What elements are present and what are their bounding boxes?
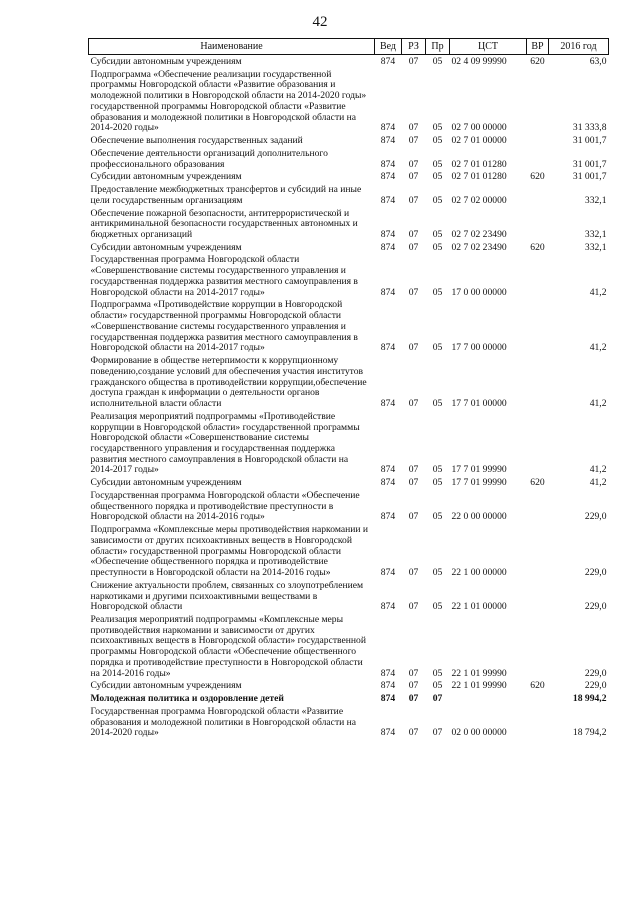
cell-cst: 22 1 01 00000 — [451, 601, 507, 613]
table-row — [89, 692, 609, 705]
cell-sum: 31 333,8 — [572, 122, 607, 134]
cell-vr — [527, 207, 549, 241]
cell-rz: 07 — [408, 727, 419, 739]
cell-cst — [450, 692, 527, 705]
cell-pr: 05 — [432, 194, 443, 206]
cell-rz: 07 — [408, 342, 419, 354]
cell-rz: 07 — [408, 398, 419, 410]
cell-sum: 41,2 — [589, 342, 607, 354]
cell-rz: 07 — [408, 286, 419, 298]
header-year: 2016 год — [549, 39, 609, 55]
cell-name: Подпрограмма «Обеспечение реализации государственной программы Новгородской области «Развитие образования и молодежной политики в Новгородской области на 2014-2020 годы» государственной программы Новгородской области «Развитие образования и молодежной политики в Новгородской области на 2014-2020 годы» — [90, 68, 367, 134]
cell-rz: 07 — [408, 241, 419, 253]
cell-sum: 229,0 — [584, 680, 607, 692]
cell-rz: 07 — [408, 477, 419, 489]
cell-pr: 05 — [432, 342, 443, 354]
header-cst: ЦСТ — [450, 39, 527, 55]
cell-ved: 874 — [380, 680, 396, 692]
cell-cst: 22 1 00 00000 — [451, 567, 507, 579]
cell-sum: 332,1 — [584, 241, 607, 253]
cell-ved: 874 — [380, 286, 396, 298]
table-row — [89, 579, 609, 613]
header-vr: ВР — [527, 39, 549, 55]
cell-pr: 05 — [432, 667, 443, 679]
cell-ved: 874 — [380, 194, 396, 206]
cell-name: Обеспечение выполнения государственных заданий — [90, 135, 303, 147]
cell-vr — [527, 68, 549, 134]
cell-pr: 05 — [432, 464, 443, 476]
cell-cst: 02 0 00 00000 — [451, 727, 507, 739]
cell-vr — [527, 523, 549, 579]
cell-name: Государственная программа Новгородской области «Обеспечение общественного порядка и противодействие преступности в Новгородской области на 2014-2016 годы» — [90, 489, 360, 523]
cell-sum: 229,0 — [584, 601, 607, 613]
table-row — [89, 354, 609, 410]
cell-cst: 22 1 01 99990 — [451, 680, 507, 692]
cell-cst: 17 0 00 00000 — [451, 286, 507, 298]
cell-pr: 05 — [432, 511, 443, 523]
cell-sum: 31 001,7 — [572, 171, 607, 183]
cell-pr: 05 — [432, 135, 443, 147]
cell-vr — [527, 298, 549, 354]
cell-pr: 05 — [432, 601, 443, 613]
cell-sum: 31 001,7 — [572, 158, 607, 170]
cell-vr: 620 — [530, 680, 545, 692]
cell-name: Субсидии автономным учреждениям — [90, 56, 242, 67]
table-row — [89, 298, 609, 354]
cell-sum: 229,0 — [584, 511, 607, 523]
cell-rz: 07 — [408, 122, 419, 134]
table-row — [89, 55, 609, 68]
cell-vr: 620 — [530, 477, 545, 489]
cell-ved: 874 — [380, 727, 396, 739]
cell-name: Подпрограмма «Комплексные меры противодействия наркомании и зависимости от других психоактивных веществ в Новгородской области» государственной программы Новгородской области «Обеспечение общественного порядка и противодействие преступности в Новгородской области на 2014-2016 годы» — [90, 524, 369, 579]
cell-rz: 07 — [408, 567, 419, 579]
cell-name: Обеспечение деятельности организаций дополнительного профессионального образования — [90, 147, 328, 170]
cell-name: Государственная программа Новгородской области «Развитие образования и молодежной политики в Новгородской области на 2014-2020 годы» — [90, 705, 357, 739]
table-row — [89, 253, 609, 298]
cell-cst: 17 7 01 99990 — [451, 464, 507, 476]
table-row — [89, 170, 609, 183]
cell-sum: 41,2 — [589, 464, 607, 476]
budget-table — [88, 38, 609, 739]
cell-rz: 07 — [408, 511, 419, 523]
cell-pr: 07 — [432, 727, 443, 739]
cell-cst: 02 7 01 01280 — [451, 158, 507, 170]
cell-cst: 17 7 00 00000 — [451, 342, 507, 354]
cell-sum: 332,1 — [584, 194, 607, 206]
cell-ved: 874 — [380, 56, 396, 67]
cell-cst: 17 7 01 99990 — [451, 477, 507, 489]
table-header-row — [89, 39, 609, 55]
cell-vr — [527, 183, 549, 206]
cell-rz: 07 — [408, 194, 419, 206]
table-row — [89, 613, 609, 679]
cell-cst: 02 7 00 00000 — [451, 122, 507, 134]
cell-vr: 620 — [530, 56, 545, 67]
cell-ved: 874 — [380, 693, 396, 705]
cell-vr — [527, 354, 549, 410]
cell-ved: 874 — [380, 342, 396, 354]
cell-ved: 874 — [380, 171, 396, 183]
cell-pr: 05 — [432, 158, 443, 170]
cell-ved: 874 — [380, 229, 396, 241]
cell-ved: 874 — [380, 567, 396, 579]
cell-cst: 02 4 09 99990 — [451, 56, 507, 67]
cell-sum: 41,2 — [589, 477, 607, 489]
cell-cst: 17 7 01 00000 — [451, 398, 507, 410]
table-row — [89, 410, 609, 476]
cell-name: Молодежная политика и оздоровление детей — [90, 693, 284, 705]
table-row — [89, 476, 609, 489]
cell-cst: 02 7 02 23490 — [451, 229, 507, 241]
cell-vr — [527, 489, 549, 523]
cell-ved: 874 — [380, 601, 396, 613]
cell-name: Субсидии автономным учреждениям — [90, 241, 242, 253]
cell-pr: 05 — [432, 56, 443, 67]
cell-name: Предоставление межбюджетных трансфертов и субсидий на иные цели государственным организациям — [90, 184, 362, 206]
table-body — [89, 55, 609, 740]
cell-vr — [527, 692, 549, 705]
table-row — [89, 147, 609, 170]
header-name: Наименование — [89, 39, 375, 55]
cell-name: Государственная программа Новгородской области «Совершенствование системы государственного управления и государственная поддержка развития местного самоуправления в Новгородской области на 2014-2017 годы» — [90, 254, 358, 298]
cell-sum: 63,0 — [589, 56, 607, 67]
cell-name: Реализация мероприятий подпрограммы «Комплексные меры противодействия наркомании и зависимости от других психоактивных веществ в Новгородской области» государственной программы Новгородской области «Обеспечение общественного порядка и противодействие преступности в Новгородской области на 2014-2016 годы» — [90, 613, 366, 679]
cell-pr: 05 — [432, 241, 443, 253]
cell-rz: 07 — [408, 601, 419, 613]
cell-pr: 05 — [432, 398, 443, 410]
cell-rz: 07 — [408, 171, 419, 183]
table-row — [89, 183, 609, 206]
cell-name: Субсидии автономным учреждениям — [90, 171, 242, 183]
cell-sum: 41,2 — [589, 398, 607, 410]
cell-sum: 332,1 — [584, 229, 607, 241]
cell-cst: 02 7 02 00000 — [451, 194, 507, 206]
cell-sum: 41,2 — [589, 286, 607, 298]
cell-cst: 22 0 00 00000 — [451, 511, 507, 523]
cell-sum: 229,0 — [584, 567, 607, 579]
table-row — [89, 679, 609, 692]
cell-vr — [527, 613, 549, 679]
header-pr: Пр — [426, 39, 450, 55]
cell-cst: 02 7 01 01280 — [451, 171, 507, 183]
cell-pr: 05 — [432, 477, 443, 489]
cell-pr: 05 — [432, 122, 443, 134]
cell-rz: 07 — [408, 693, 419, 705]
table-row — [89, 207, 609, 241]
cell-vr: 620 — [530, 241, 545, 253]
cell-ved: 874 — [380, 158, 396, 170]
cell-rz: 07 — [408, 158, 419, 170]
cell-name: Реализация мероприятий подпрограммы «Противодействие коррупции в Новгородской области» государственной программы Новгородской области «Совершенствование системы государственного управления и государственная поддержка развития местного самоуправления в Новгородской области на 2014-2017 годы» — [90, 410, 360, 476]
cell-rz: 07 — [408, 464, 419, 476]
cell-rz: 07 — [408, 229, 419, 241]
header-rz: РЗ — [402, 39, 426, 55]
cell-rz: 07 — [408, 667, 419, 679]
table-row — [89, 68, 609, 134]
table-row — [89, 489, 609, 523]
cell-cst: 02 7 02 23490 — [451, 241, 507, 253]
cell-rz: 07 — [408, 680, 419, 692]
table-row — [89, 241, 609, 254]
cell-ved: 874 — [380, 667, 396, 679]
cell-sum: 18 994,2 — [572, 693, 607, 705]
cell-name: Формирование в обществе нетерпимости к коррупционному поведению,создание условий для обеспечения участия институтов гражданского общества в противодействии коррупции,обеспечение доступа граждан к информации о деятельности органов исполнительной власти области — [90, 355, 367, 410]
cell-ved: 874 — [380, 477, 396, 489]
cell-pr: 05 — [432, 171, 443, 183]
cell-name: Субсидии автономным учреждениям — [90, 680, 242, 692]
cell-vr: 620 — [530, 171, 545, 183]
cell-cst: 22 1 01 99990 — [451, 667, 507, 679]
cell-ved: 874 — [380, 135, 396, 147]
cell-vr — [527, 705, 549, 739]
cell-name: Подпрограмма «Противодействие коррупции в Новгородской области» государственной программы Новгородской области «Совершенствование системы государственного управления и государственная поддержка развития местного самоуправления в Новгородской области на 2014-2017 годы» — [90, 299, 358, 354]
cell-name: Обеспечение пожарной безопасности, антитеррористической и антикриминальной безопасности государственных автономных и бюджетных организаций — [90, 207, 358, 241]
cell-ved: 874 — [380, 241, 396, 253]
cell-name: Снижение актуальности проблем, связанных со злоупотреблением наркотиками и другими психоактивными веществами в Новгородской области — [90, 579, 364, 613]
table-row — [89, 134, 609, 147]
cell-pr: 07 — [432, 693, 443, 705]
cell-vr — [527, 410, 549, 476]
cell-vr — [527, 147, 549, 170]
table-row — [89, 705, 609, 739]
cell-vr — [527, 253, 549, 298]
cell-rz: 07 — [408, 56, 419, 67]
cell-rz: 07 — [408, 135, 419, 147]
cell-sum: 31 001,7 — [572, 135, 607, 147]
cell-vr — [527, 134, 549, 147]
page-number: 42 — [312, 14, 328, 30]
cell-ved: 874 — [380, 398, 396, 410]
table-row — [89, 523, 609, 579]
cell-pr: 05 — [432, 229, 443, 241]
cell-pr: 05 — [432, 286, 443, 298]
cell-pr: 05 — [432, 680, 443, 692]
cell-sum: 18 794,2 — [572, 727, 607, 739]
cell-vr — [527, 579, 549, 613]
cell-cst: 02 7 01 00000 — [451, 135, 507, 147]
cell-ved: 874 — [380, 511, 396, 523]
cell-ved: 874 — [380, 464, 396, 476]
cell-sum: 229,0 — [584, 667, 607, 679]
cell-name: Субсидии автономным учреждениям — [90, 477, 242, 489]
cell-pr: 05 — [432, 567, 443, 579]
cell-ved: 874 — [380, 122, 396, 134]
header-ved: Вед — [375, 39, 402, 55]
